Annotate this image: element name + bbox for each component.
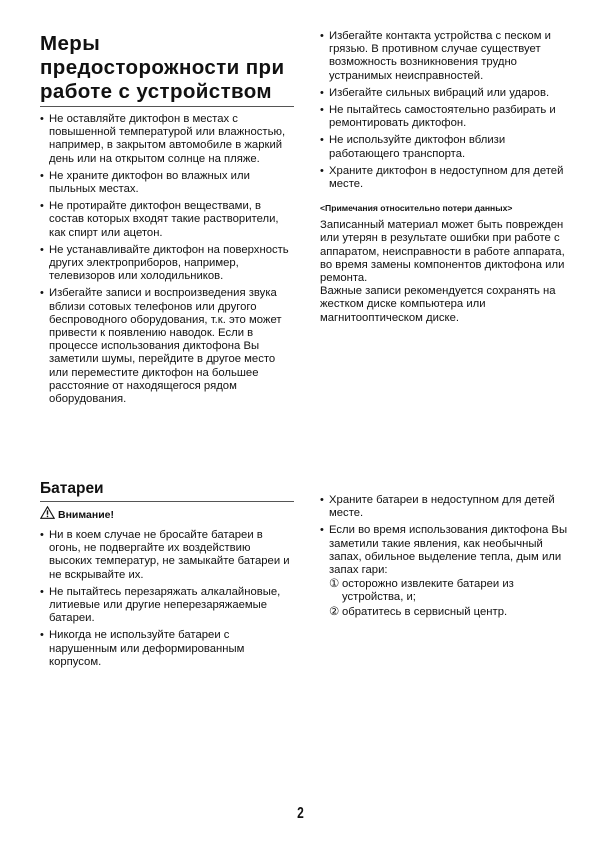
bullet-dot-icon: •: [40, 113, 44, 125]
precautions-title: [40, 32, 292, 106]
bullet-dot-icon: •: [40, 200, 44, 213]
data-loss-note-text: Записанный материал может быть поврежден или утерян в результате ошибки при работе с аппаратом, неисправности в работе аппарата, во время замены компонентов диктофона или ремонта.: [320, 219, 565, 285]
bullet-dot-icon: •: [320, 30, 324, 42]
precautions-title-line-3: работе с устройством: [40, 80, 272, 103]
step-item: ① осторожно извлеките батареи из устройства, и;: [329, 578, 514, 604]
batteries-left-list: [40, 529, 292, 669]
data-loss-note-heading: <Примечания относительно потери данных>: [320, 203, 513, 214]
bullet-dot-icon: •: [320, 104, 324, 117]
data-backup-advice-text: Важные записи рекомендуется сохранять на жестком диске компьютера или магнитооптическом диске.: [320, 285, 556, 324]
list-item: • Не храните диктофон во влажных или пыльных местах.: [40, 169, 250, 196]
warning-label: Внимание!: [58, 509, 114, 521]
precautions-title-line-1: Меры: [40, 32, 101, 55]
list-item: • Избегайте контакта устройства с песком и грязью. В противном случае существует возможность возникновения трудно устранимых неисправностей.: [320, 30, 551, 82]
warning-row: [40, 506, 292, 524]
battery-steps: [320, 578, 572, 619]
list-item: • Никогда не используйте батареи с нарушенным или деформированным корпусом.: [40, 629, 245, 668]
bullet-dot-icon: •: [320, 86, 324, 99]
list-item: • Избегайте сильных вибраций или ударов.: [320, 86, 550, 99]
bullet-dot-icon: •: [40, 529, 44, 541]
list-item: • Не пытайтесь самостоятельно разбирать и ремонтировать диктофон.: [320, 104, 556, 130]
batteries-left-column: [40, 480, 292, 673]
precautions-left-column: [40, 32, 292, 410]
bullet-dot-icon: •: [320, 494, 324, 506]
list-item: • Не протирайте диктофон веществами, в состав которых входят такие растворители, как спирт или ацетон.: [40, 200, 279, 239]
bullet-dot-icon: •: [40, 585, 44, 598]
precautions-right-list: [320, 30, 572, 191]
list-item: • Избегайте записи и воспроизведения звука вблизи сотовых телефонов или другого беспроводного оборудования, т.к. это может привести к появлению наводок. Если в процессе использования диктофона Вы заметили шумы, перейдите в другое место или переместите диктофон на большее расстояние от находящегося рядом оборудования.: [40, 287, 282, 406]
bullet-dot-icon: •: [320, 524, 324, 537]
list-item: • Храните батареи в недоступном для детей месте.: [320, 494, 555, 520]
page-number: 2: [297, 805, 304, 822]
precautions-right-column: [320, 30, 572, 325]
batteries-title: Батареи: [40, 480, 104, 497]
list-item: • Ни в коем случае не бросайте батареи в огонь, не подвергайте их воздействию высоких температур, не замыкайте батареи и не вскрывайте их.: [40, 529, 290, 581]
title-underline: [40, 106, 294, 107]
bullet-dot-icon: •: [40, 629, 44, 642]
list-item: • Не пытайтесь перезаряжать алкалайновые, литиевые или другие неперезаряжаемые батареи.: [40, 585, 281, 625]
precautions-title-line-2: предосторожности при: [40, 56, 285, 79]
bullet-dot-icon: •: [40, 243, 44, 256]
list-item: • Не устанавливайте диктофон на поверхность других электроприборов, например, телевизоров или холодильников.: [40, 243, 289, 283]
list-item: • Храните диктофон в недоступном для детей месте.: [320, 164, 564, 191]
list-item: • Если во время использования диктофона Вы заметили такие явления, как необычный запах, обильное выделение тепла, дым или запах гари:: [320, 524, 568, 577]
circled-number-1: ①: [329, 578, 340, 591]
bullet-dot-icon: •: [320, 164, 324, 177]
batteries-right-list: [320, 494, 572, 577]
precautions-left-list: [40, 113, 292, 406]
batteries-title-underline: [40, 501, 294, 502]
bullet-dot-icon: •: [320, 134, 324, 147]
circled-number-2: ②: [329, 605, 340, 618]
list-item: • Не используйте диктофон вблизи работающего транспорта.: [320, 134, 506, 160]
list-item: • Не оставляйте диктофон в местах с повышенной температурой или влажностью, например, в закрытом автомобиле в жаркий день или на открытом солнце на пляже.: [40, 113, 286, 165]
batteries-right-column: [320, 494, 572, 620]
step-item: ② обратитесь в сервисный центр.: [329, 605, 508, 618]
warning-triangle-icon: [40, 506, 55, 524]
bullet-dot-icon: •: [40, 287, 44, 300]
bullet-dot-icon: •: [40, 169, 44, 182]
